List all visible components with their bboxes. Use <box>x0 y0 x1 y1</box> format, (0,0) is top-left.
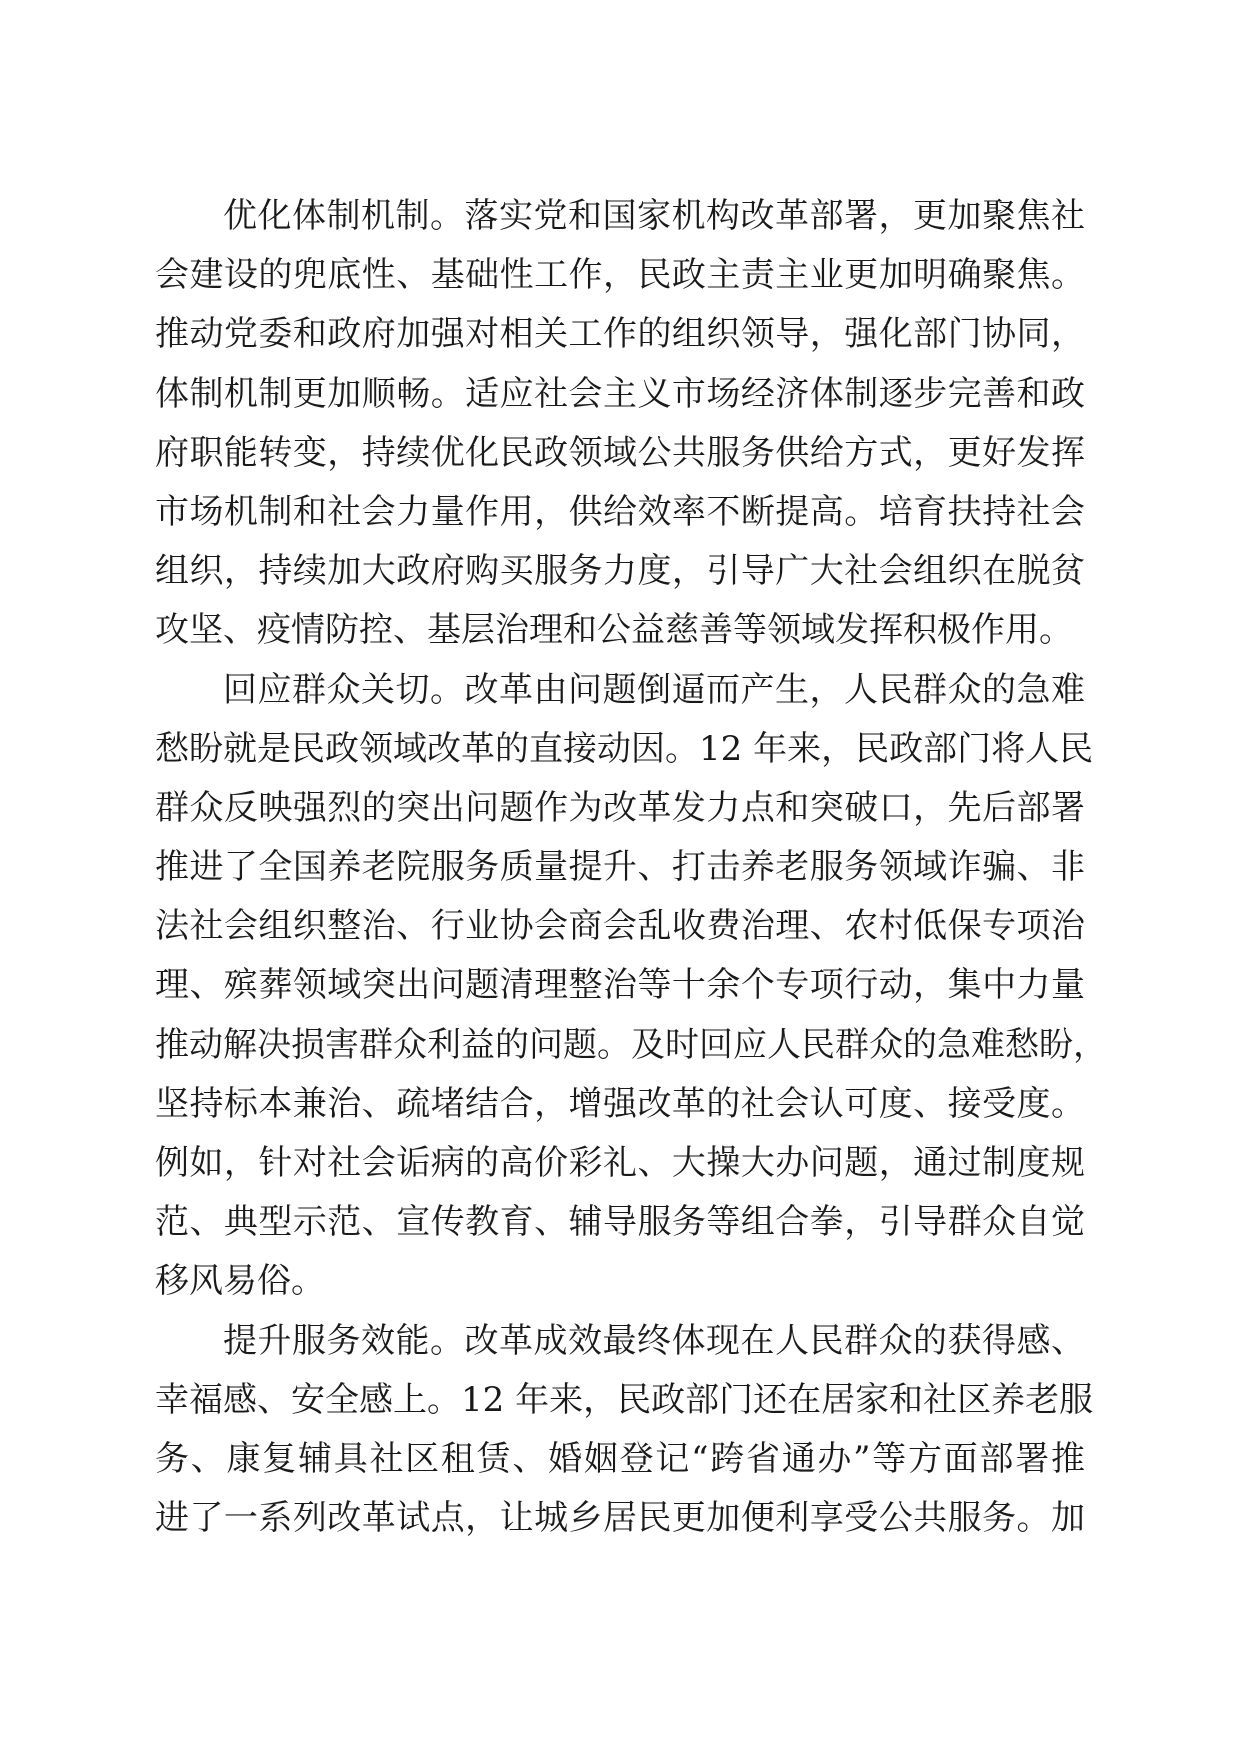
paragraph-line: 法社会组织整治、行业协会商会乱收费治理、农村低保专项治 <box>155 906 1085 947</box>
paragraph-line: 攻坚、疫情防控、基层治理和公益慈善等领域发挥积极作用。 <box>155 610 1073 651</box>
paragraph-line: 务、康复辅具社区租赁、婚姻登记“跨省通办”等方面部署推 <box>155 1438 1085 1479</box>
paragraph-line: 愁盼就是民政领域改革的直接动因。12 年来，民政部门将人民 <box>155 728 1094 769</box>
paragraph-line: 会建设的兜底性、基础性工作，民政主责主业更加明确聚焦。 <box>155 255 1085 296</box>
paragraph-line: 回应群众关切。改革由问题倒逼而产生，人民群众的急难 <box>223 669 1085 710</box>
paragraph-line: 体制机制更加顺畅。适应社会主义市场经济体制逐步完善和政 <box>155 373 1085 414</box>
paragraph-line: 理、殡葬领域突出问题清理整治等十余个专项行动，集中力量 <box>155 965 1085 1006</box>
paragraph-line: 移风易俗。 <box>155 1261 325 1302</box>
paragraph-line: 范、典型示范、宣传教育、辅导服务等组合拳，引导群众自觉 <box>155 1202 1085 1243</box>
paragraph-line: 推动党委和政府加强对相关工作的组织领导，强化部门协同， <box>155 314 1085 355</box>
paragraph-line: 府职能转变，持续优化民政领域公共服务供给方式，更好发挥 <box>155 432 1085 473</box>
paragraph-line: 例如，针对社会诟病的高价彩礼、大操大办问题，通过制度规 <box>155 1143 1085 1183</box>
paragraph-line: 推进了全国养老院服务质量提升、打击养老服务领域诈骗、非 <box>155 847 1085 888</box>
paragraph-line: 进了一系列改革试点，让城乡居民更加便利享受公共服务。加 <box>155 1498 1085 1539</box>
paragraph-line: 组织，持续加大政府购买服务力度，引导广大社会组织在脱贫 <box>155 551 1085 592</box>
document-body <box>155 187 1107 1548</box>
paragraph-line: 推动解决损害群众利益的问题。及时回应人民群众的急难愁盼， <box>155 1024 1107 1065</box>
paragraph-line: 提升服务效能。改革成效最终体现在人民群众的获得感、 <box>223 1320 1085 1361</box>
paragraph-line: 群众反映强烈的突出问题作为改革发力点和突破口，先后部署 <box>155 787 1085 828</box>
paragraph-line: 市场机制和社会力量作用，供给效率不断提高。培育扶持社会 <box>155 491 1085 532</box>
paragraph-line: 优化体制机制。落实党和国家机构改革部署，更加聚焦社 <box>223 196 1085 236</box>
paragraph-line: 幸福感、安全感上。12 年来，民政部门还在居家和社区养老服 <box>155 1379 1094 1420</box>
paragraph-line: 坚持标本兼治、疏堵结合，增强改革的社会认可度、接受度。 <box>155 1083 1085 1124</box>
